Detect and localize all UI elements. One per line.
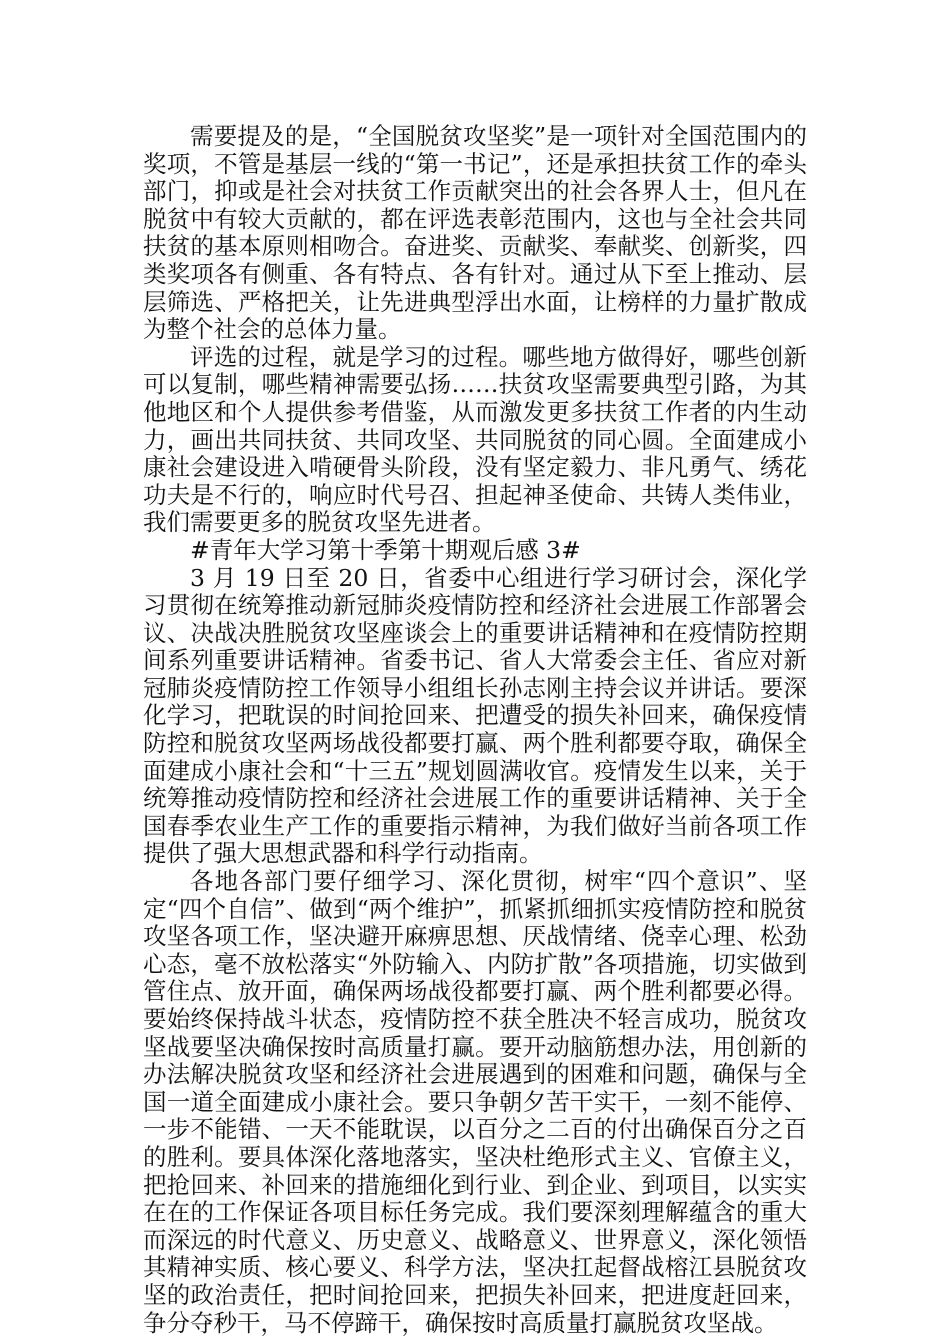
paragraph-implementation: 各地各部门要仔细学习、深化贯彻，树牢“四个意识”、坚定“四个自信”、做到“两个维护”，抓紧抓细抓实疫情防控和脱贫攻坚各项工作，坚决避开麻痹思想、厌战情绪、侥幸心理、松劲心态，毫不放松落实“外防输入、内防扩散”各项措施，切实做到管住点、放开面，确保两场战役都要打赢、两个胜利都要必得。要始终保持战斗状态，疫情防控不获全胜决不轻言成功，脱贫攻坚战要坚决确保按时高质量打赢。要开动脑筋想办法，用创新的办法解决脱贫攻坚和经济社会进展遇到的困难和问题，确保与全国一道全面建成小康社会。要只争朝夕苦干实干，一刻不能停、一步不能错、一天不能耽误，以百分之二百的付出确保百分之百的胜利。要具体深化落地落实，坚决杜绝形式主义、官僚主义，把抢回来、补回来的措施细化到行业、到企业、到项目，以实实在在的工作保证各项目标任务完成。我们要深刻理解蕴含的重大而深远的时代意义、历史意义、战略意义、世界意义，深化领悟其精神实质、核心要义、科学方法，坚决扛起督战榕江县脱贫攻坚的政治责任，把时间抢回来，把损失补回来，把进度赶回来，争分夺秒干，马不停蹄干，确保按时高质量打赢脱贫攻坚战。 [143, 867, 807, 1337]
paragraph-award-overview: 需要提及的是，“全国脱贫攻坚奖”是一项针对全国范围内的奖项，不管是基层一线的“第一书记”，还是承担扶贫工作的牵头部门，抑或是社会对扶贫工作贡献突出的社会各界人士，但凡在脱贫中有较大贡献的，都在评选表彰范围内，这也与全社会共同扶贫的基本原则相吻合。奋进奖、贡献奖、奉献奖、创新奖，四类奖项各有侧重、各有特点、各有针对。通过从下至上推动、层层筛选、严格把关，让先进典型浮出水面，让榜样的力量扩散成为整个社会的总体力量。 [143, 122, 807, 344]
paragraph-selection-process: 评选的过程，就是学习的过程。哪些地方做得好，哪些创新可以复制，哪些精神需要弘扬……扶贫攻坚需要典型引路，为其他地区和个人提供参考借鉴，从而激发更多扶贫工作者的内生动力，画出共同扶贫、共同攻坚、共同脱贫的同心圆。全面建成小康社会建设进入啃硬骨头阶段，没有坚定毅力、非凡勇气、绣花功夫是不行的，响应时代号召、担起神圣使命、共铸人类伟业，我们需要更多的脱贫攻坚先进者。 [143, 342, 807, 537]
paragraph-study-meeting: 3 月 19 日至 20 日，省委中心组进行学习研讨会，深化学习贯彻在统筹推动新冠肺炎疫情防控和经济社会进展工作部署会议、决战决胜脱贫攻坚座谈会上的重要讲话精神和在疫情防控期间系列重要讲话精神。省委书记、省人大常委会主任、省应对新冠肺炎疫情防控工作领导小组组长孙志刚主持会议并讲话。要深化学习，把耽误的时间抢回来、把遭受的损失补回来，确保疫情防控和脱贫攻坚两场战役都要打赢、两个胜利都要夺取，确保全面建成小康社会和“十三五”规划圆满收官。疫情发生以来，关于统筹推动疫情防控和经济社会进展工作的重要讲话精神、关于全国春季农业生产工作的重要指示精神，为我们做好当前各项工作提供了强大思想武器和科学行动指南。 [143, 563, 807, 868]
section-heading: #青年大学习第十季第十期观后感 3# [190, 535, 581, 564]
document-page [143, 123, 807, 1337]
